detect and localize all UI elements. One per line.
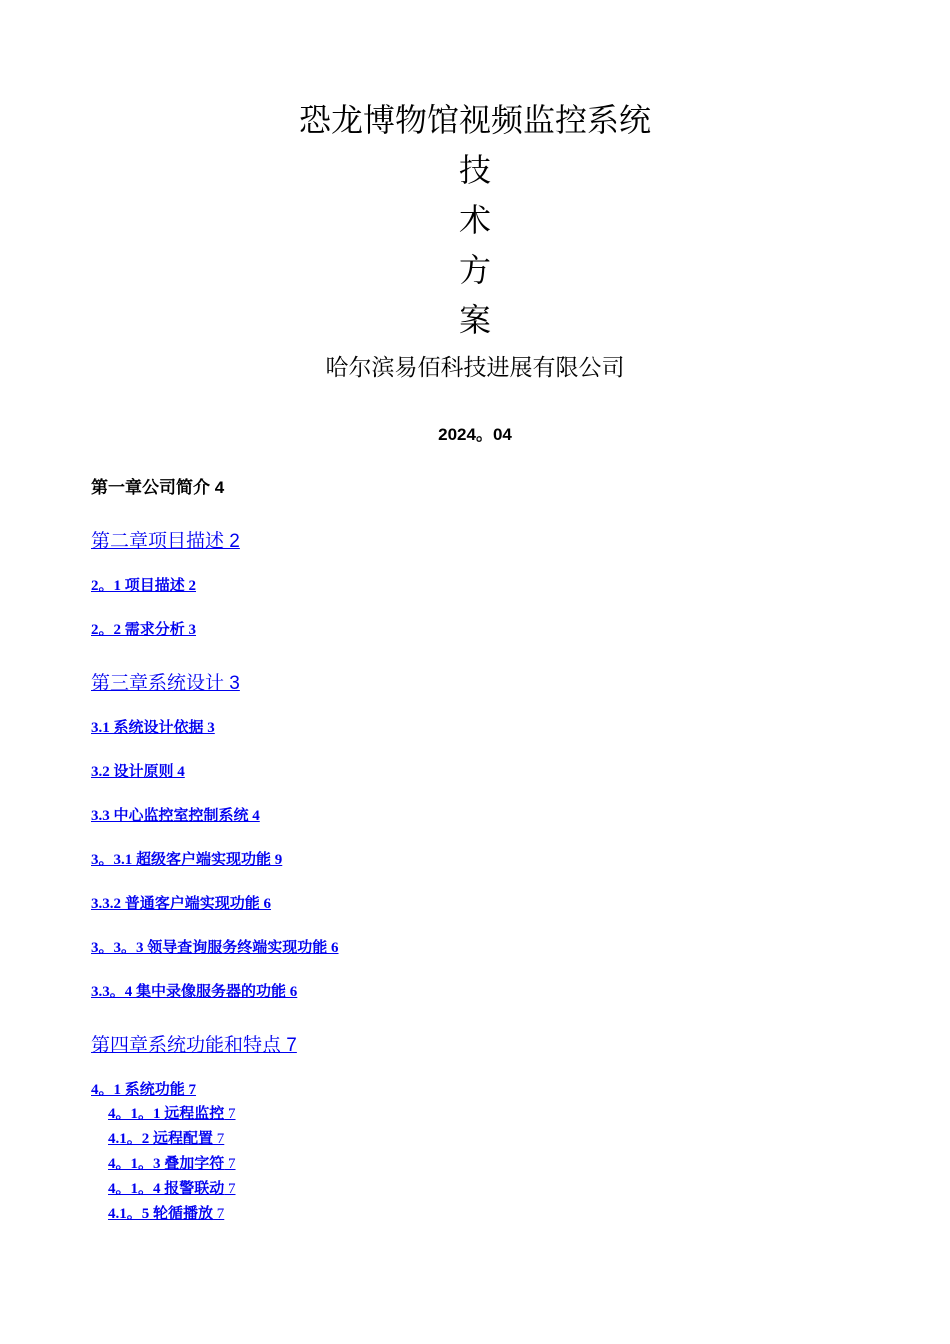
toc-label: 4。1。4 报警联动 [108, 1181, 225, 1197]
toc-section-2-1-link[interactable]: 2。1 项目描述 2 [91, 578, 197, 594]
document-title: 恐龙博物馆视频监控系统 [298, 101, 651, 139]
toc-section-3-1-link[interactable]: 3.1 系统设计依据 3 [91, 720, 215, 736]
toc-label: 4。1。1 远程监控 [108, 1106, 225, 1122]
toc-label: 4。1。3 叠加字符 [108, 1156, 225, 1172]
toc-label: 4.1。2 远程配置 [108, 1131, 214, 1147]
toc-section-3-3-1-link[interactable]: 3。3.1 超级客户端实现功能 9 [91, 852, 283, 868]
toc-section-4-1-1-link[interactable] [108, 1103, 236, 1125]
toc-section-4-1-2-link[interactable] [108, 1128, 224, 1150]
toc-section-3-3-3-link[interactable]: 3。3。3 领导查询服务终端实现功能 6 [91, 940, 339, 956]
toc-page-number: 7 [213, 1131, 225, 1147]
toc-section-4-1-4-link[interactable] [108, 1178, 236, 1200]
toc-section-4-1-5-link[interactable] [108, 1203, 224, 1225]
toc-section-3-3-4-link[interactable]: 3.3。4 集中录像服务器的功能 6 [91, 984, 298, 1000]
toc-chapter-1: 第一章公司简介 4 [91, 478, 225, 497]
toc-section-2-2-link[interactable]: 2。2 需求分析 3 [91, 622, 197, 638]
toc-section-4-1-link[interactable]: 4。1 系统功能 7 [91, 1082, 197, 1098]
document-date: 2024。04 [438, 425, 512, 444]
toc-section-3-3-2-link[interactable]: 3.3.2 普通客户端实现功能 6 [91, 896, 272, 912]
toc-page-number: 7 [224, 1106, 236, 1122]
company-name: 哈尔滨易佰科技进展有限公司 [325, 355, 625, 381]
title-char-3: 方 [458, 251, 491, 289]
toc-section-3-2-link[interactable]: 3.2 设计原则 4 [91, 764, 185, 780]
title-char-4: 案 [458, 301, 491, 339]
toc-chapter-3-link[interactable]: 第三章系统设计 3 [91, 673, 240, 694]
title-char-1: 技 [458, 151, 491, 189]
title-char-2: 术 [458, 201, 491, 239]
toc-section-3-3-link[interactable]: 3.3 中心监控室控制系统 4 [91, 808, 260, 824]
toc-page-number: 7 [213, 1206, 225, 1222]
toc-page-number: 7 [224, 1156, 236, 1172]
toc-chapter-2-link[interactable]: 第二章项目描述 2 [91, 531, 240, 552]
toc-label: 4.1。5 轮循播放 [108, 1206, 214, 1222]
toc-section-4-1-3-link[interactable] [108, 1153, 236, 1175]
toc-chapter-4-link[interactable]: 第四章系统功能和特点 7 [91, 1035, 297, 1056]
toc-page-number: 7 [224, 1181, 236, 1197]
